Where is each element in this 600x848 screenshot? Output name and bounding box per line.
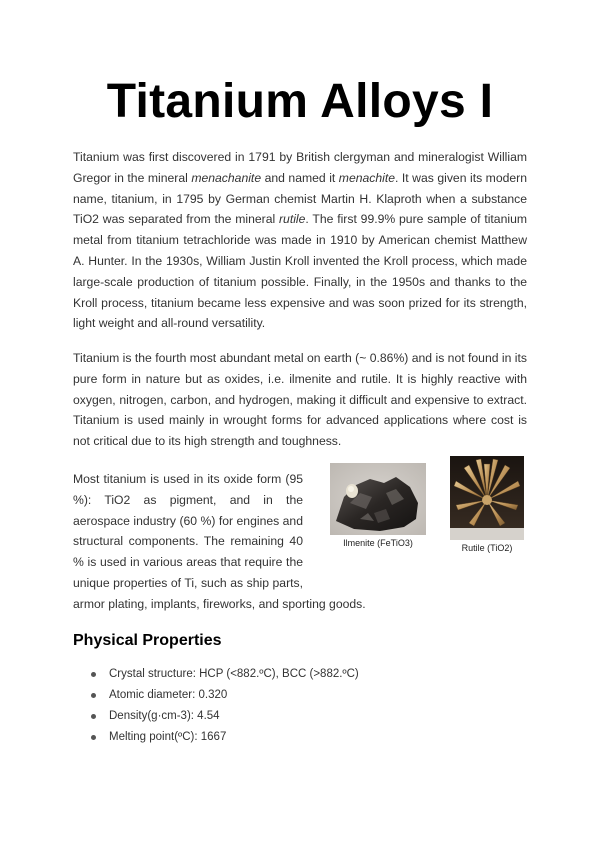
intro-mineral-1: menachanite: [191, 170, 262, 185]
ilmenite-figure: [330, 463, 426, 549]
intro-paragraph: [73, 147, 527, 334]
bullet-icon: [91, 672, 96, 677]
list-item: [73, 685, 359, 706]
intro-text-2: and named it: [261, 170, 339, 185]
bullet-icon: [91, 735, 96, 740]
usage-text: Most titanium is used in its oxide form (95 %): TiO2 as pigment, and in the aerospace industry (60 %) for engines and structural components. The remaining 40 % is used in various areas that require the unique properties of Ti, such as ship parts, armor plating, implants, fireworks, and sporting goods.: [73, 472, 366, 611]
rutile-image: [450, 456, 524, 540]
intro-text-4: . The first 99.9% pure sample of titanium metal from titanium tetrachloride was made in 1910 by American chemist Matthew A. Hunter. In the 1930s, William Justin Kroll invented the Kroll process, which made large-scale production of titanium possible. Finally, in the 1950s and thanks to the Kroll process, titanium became less expensive and was soon prized for its strength, light weight and all-round versatility.: [73, 212, 527, 331]
list-item-text: Density(g·cm-3): 4.54: [109, 710, 220, 722]
rutile-caption: Rutile (TiO2): [461, 543, 513, 553]
bullet-icon: [91, 693, 96, 698]
bullet-icon: [91, 714, 96, 719]
list-item: [73, 706, 359, 727]
list-item: [73, 664, 359, 685]
list-item-text: Melting point(ºC): 1667: [109, 731, 227, 743]
physical-properties-heading: Physical Properties: [73, 632, 222, 649]
list-item-text: Atomic diameter: 0.320: [109, 689, 228, 701]
ilmenite-image: [330, 463, 426, 535]
page-title: Titanium Alloys I: [106, 75, 494, 128]
ilmenite-caption: Ilmenite (FeTiO3): [343, 538, 413, 548]
list-item: [73, 727, 359, 748]
physical-properties-list: [73, 664, 359, 748]
intro-text-1: Titanium was first discovered in 1791 by British clergyman and mineralogist William Gregor in the mineral: [73, 150, 527, 185]
abundance-paragraph: Titanium is the fourth most abundant metal on earth (~ 0.86%) and is not found in its pure form in nature but as oxides, i.e. ilmenite and rutile. It is highly reactive with oxygen, nitrogen, carbon, and hydrogen, making it difficult and expensive to extract. Titanium is used mainly in wrought forms for advanced applications where cost is not critical due to its high strength and toughness.: [73, 351, 527, 449]
list-item-text: Crystal structure: HCP (<882.ºC), BCC (>882.ºC): [109, 668, 359, 680]
intro-text-3: . It was given its modern name, titanium, in 1795 by German chemist Martin H. Klaproth when a substance TiO2 was separated from the mineral: [73, 170, 527, 227]
intro-mineral-2: menachite: [338, 170, 396, 185]
rutile-figure: [450, 456, 524, 554]
intro-mineral-3: rutile: [279, 212, 306, 227]
